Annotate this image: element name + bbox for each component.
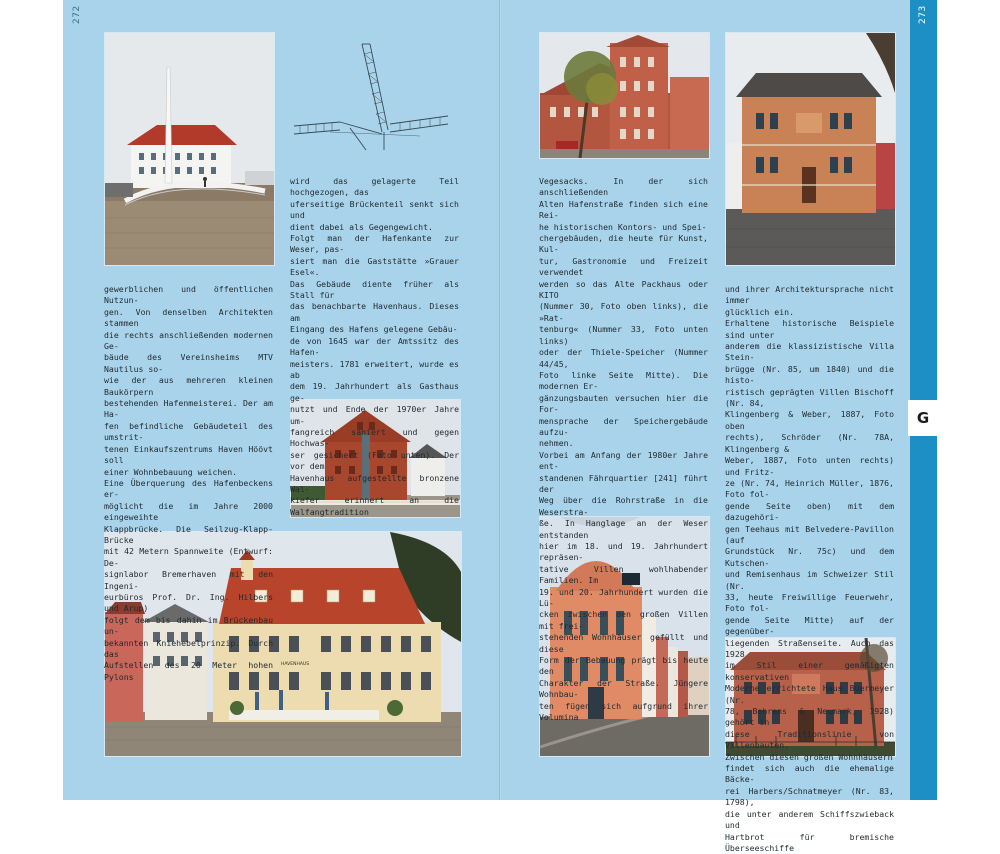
text-left-column-2: wird das gelagerte Teil hochgezogen, das uferseitige Brückenteil senkt sich und dient dabei als Gegengewicht. Folgt man der Hafenkante zur Weser, pas- siert man die Gaststätte »Grauer Esel«. Das Gebäude diente früher als Stall für das benachbarte Havenhaus. Dieses am Eingang des Hafens gelegene Gebäu- de von 1645 war der Amtssitz des Hafen- meisters. 1781 erweitert, wurde es ab dem 19. Jahrhundert als Gasthaus ge- nutzt und Ende der 1970er Jahre um- fangreich saniert und gegen Hochwas- ser gesichert (Foto unten). Der vor dem Havenhaus aufgestellte bronzene Wal- kiefer erinnert an die Walfangtradition [290,176,459,517]
book-gutter [499,0,501,800]
photo-kito [539,32,710,159]
page-number-left: 272 [72,5,82,24]
havenhaus-sign: HAVENHAUS [281,662,310,667]
bridge-sketch [290,40,460,158]
photo-bridge [104,32,275,266]
text-right-column-1: Vegesacks. In der sich anschließenden Alten Hafenstraße finden sich eine Rei- he historischen Kontors- und Spei- chergebäuden, die heute für Kunst, Kul- tur, Gastronomie und Freizeit verwendet werden so das Alte Packhaus oder KITO (Nummer 30, Foto oben links), die »Rat- tenburg« (Nummer 33, Foto unten links) oder der Thiele-Speicher (Nummer 44/45, Foto linke Seite Mitte). Die modernen Er- gänzungsbauten versuchen hier die For- mensprache der Speichergebäude aufzu- nehmen. Vorbei am Anfang der 1980er Jahre ent- standenen Fährquartier [241] führt der Weg über die Rohrstraße in die Weserstra- ße. In Hanglage an der Weser entstanden hier im 18. und 19. Jahrhundert repräsen- tative Villen wohlhabender Familien. Im 19. und 20. Jahrhundert wurden die Lü- cken zwischen den großen Villen mit frei- stehenden Wohnhäuser gefüllt und diese Form der Bebauung prägt bis heute den Charakter der Straße. Jüngere Wohnbau- ten fügen sich aufgrund ihrer Volumina [539,176,708,723]
section-tab-g[interactable]: G [908,400,938,436]
page-number-right: 273 [918,5,928,24]
text-left-column-1: gewerblichen und öffentlichen Nutzun- gen. Von denselben Architekten stammen die rechts anschließenden modernen Ge- bäude des Vereinsheims MTV Nautilus so- wie der aus mehreren kleinen Baukörpern bestehenden Hafenmeisterei. Der am Ha- fen befindliche Gebäudeteil des umstrit- tenen Einkaufszentrums Haven Höövt soll einer Wohnbebauung weichen. Eine Überquerung des Hafenbeckens er- möglicht die im Jahre 2000 eingeweihte Klappbrücke. Die Seilzug-Klapp-Brücke mit 42 Metern Spannweite (Entwurf: De- signlabor Bremerhaven mit den Ingeni- eurbüros Prof. Dr. Ing. Hilbers und Arup) folgt dem bis dahin im Brückenbau un- bekannten Kniehebelprinzip. Durch das Aufstellen des 20 Meter hohen Pylons [104,284,273,682]
text-right-column-2: und ihrer Architektursprache nicht immer glücklich ein. Erhaltene historische Beispiele sind unter anderem die klassizistische Villa Stein- brügge (Nr. 85, um 1840) und die histo- ristisch geprägten Villen Bischoff (Nr. 84, Klingenberg & Weber, 1887, Foto oben rechts), Schröder (Nr. 78A, Klingenberg & Weber, 1887, Foto unten rechts) und Fritz- ze (Nr. 74, Heinrich Müller, 1876, Foto fol- gende Seite oben) mit dem dazugehöri- gen Teehaus mit Belvedere-Pavillon (auf Grundstück Nr. 75c) und dem Kutschen- und Remisenhaus im Schweizer Stil (Nr. 33, heute Freiwillige Feuerwehr, Foto fol- gende Seite Mitte) auf der gegenüber- liegenden Straßenseite. Auch das 1928 im Stil einer gemäßigten konservativen Moderne errichtete Haus Buermeyer (Nr. 78, Behrens & Neumark, 1928) gehört in diese Traditionslinie von Villenbauten. Zwischen diesen großen Wohnhäusern findet sich auch die ehemalige Bäcke- rei Harbers/Schnatmeyer (Nr. 83, 1798), die unter anderem Schiffszwieback und Hartbrot für bremische Überseeschiffe [725,284,894,853]
photo-villa-bischoff [725,32,896,266]
